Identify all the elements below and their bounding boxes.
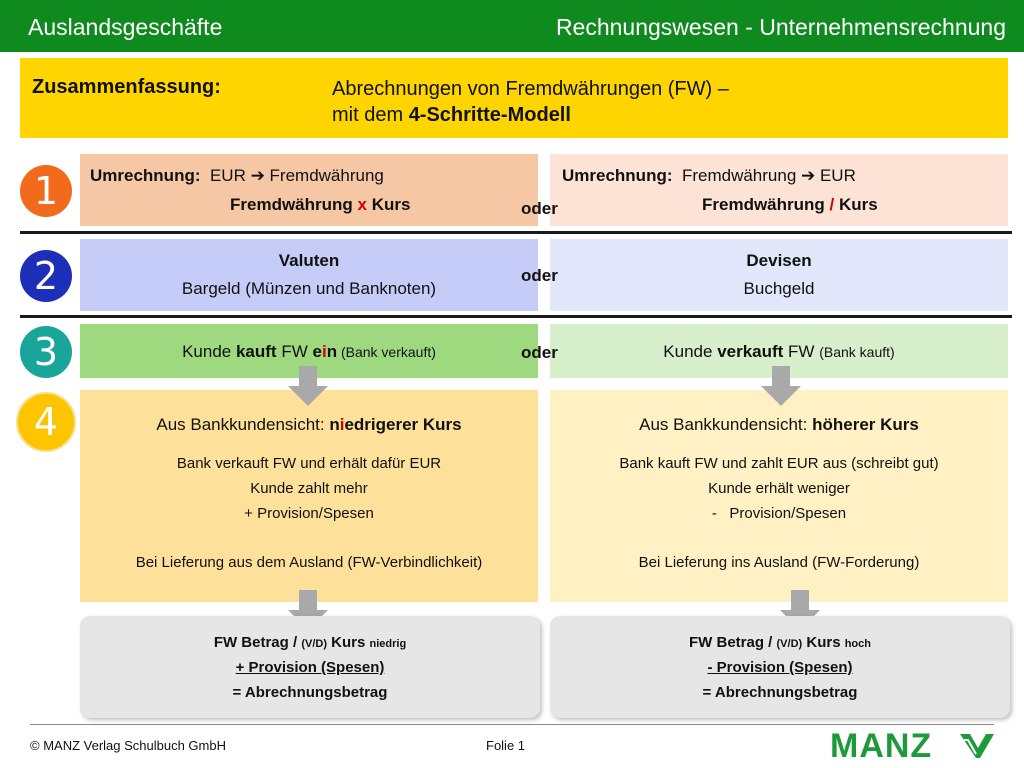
step3-left-f: n <box>326 342 338 361</box>
step3-right-d: (Bank kauft) <box>819 344 895 360</box>
step2-right-box <box>550 239 1008 311</box>
step2-right-title: Devisen <box>746 251 812 270</box>
separator-2 <box>20 315 1012 318</box>
footer-divider <box>30 724 994 725</box>
step4-left-head-b: n <box>329 415 340 434</box>
step4-right-box <box>550 390 1008 602</box>
step3-right-text <box>550 342 1008 362</box>
step4-right-l2: Kunde erhält weniger <box>708 480 850 497</box>
step1-right-label: Umrechnung: <box>562 166 673 185</box>
result-left-l1 <box>80 630 540 655</box>
summary-line2-bold: 4-Schritte-Modell <box>408 104 571 126</box>
step1-right-text: Fremdwährung ➔ EUR <box>681 166 856 185</box>
summary-line1: Abrechnungen von Fremdwährungen (FW) – <box>332 78 729 100</box>
result-right-b: (V/D) <box>776 638 803 650</box>
step3-left-d: e <box>312 342 322 361</box>
result-right-l1 <box>550 630 1010 655</box>
step1-right-op: / <box>829 195 835 214</box>
step1-left-op: x <box>357 195 367 214</box>
step2-left-sub: Bargeld (Münzen und Banknoten) <box>181 279 437 298</box>
summary-line2-pre: mit dem <box>332 104 409 126</box>
step3-left-c: FW <box>276 342 313 361</box>
step4-left-l2: Kunde zahlt mehr <box>250 480 368 497</box>
step2-left-box <box>80 239 538 311</box>
step4-left-l1: Bank verkauft FW und erhält dafür EUR <box>176 455 442 472</box>
result-right-c: Kurs <box>802 634 845 651</box>
step1-left-formula-a: Fremdwährung <box>230 195 358 214</box>
step4-right-head <box>550 415 1008 435</box>
step4-right-head-b: höherer Kurs <box>812 415 919 434</box>
arrow-down-icon <box>288 366 328 406</box>
step1-left-formula-b: Kurs <box>366 195 411 214</box>
header-left-title: Auslandsgeschäfte <box>28 14 223 40</box>
manz-logo <box>830 728 1000 764</box>
separator-1 <box>20 231 1012 234</box>
step4-right-lines <box>550 451 1008 575</box>
footer-copyright: © MANZ Verlag Schulbuch GmbH <box>30 738 226 753</box>
step4-left-head-a: Aus Bankkundensicht: <box>156 415 330 434</box>
step4-left-l4: Bei Lieferung aus dem Ausland (FW-Verbindlichkeit) <box>135 554 483 571</box>
step1-left-box <box>80 154 538 226</box>
step4-right-l4: Bei Lieferung ins Ausland (FW-Forderung) <box>638 554 920 571</box>
step-1-circle: 1 <box>20 165 72 217</box>
result-left-d: niedrig <box>369 638 407 650</box>
step4-left-box <box>80 390 538 602</box>
step1-right-formula-b: Kurs <box>834 195 878 214</box>
step4-left-lines <box>80 451 538 575</box>
step-2-circle: 2 <box>20 250 72 302</box>
result-left-a: FW Betrag / <box>213 634 302 651</box>
summary-text <box>332 76 729 128</box>
summary-banner <box>20 58 1008 138</box>
result-left-l3: = Abrechnungsbetrag <box>232 684 388 701</box>
step1-right-formula <box>702 195 878 215</box>
step3-left-a: Kunde <box>182 342 236 361</box>
step2-left-title: Valuten <box>278 251 340 270</box>
step1-oder: oder <box>521 199 558 218</box>
manz-logo-mark-icon <box>958 730 996 762</box>
header-bar <box>0 0 1024 52</box>
result-right-l3: = Abrechnungsbetrag <box>702 684 858 701</box>
step4-left-head-c: i <box>339 415 345 434</box>
result-left-box <box>80 616 540 718</box>
step1-right-box <box>550 154 1008 226</box>
step1-left-line1 <box>90 166 384 186</box>
step1-right-line1 <box>562 166 856 186</box>
step4-left-head-d: edrigerer Kurs <box>344 415 462 434</box>
step3-left-e: i <box>321 342 327 361</box>
header-right-title: Rechnungswesen - Unternehmensrechnung <box>555 14 1006 40</box>
summary-key: Zusammenfassung: <box>32 76 221 98</box>
manz-logo-text: MANZ <box>830 727 933 765</box>
step3-left-kauft: kauft <box>235 342 277 361</box>
step3-right-verkauft: verkauft <box>717 342 784 361</box>
step4-right-head-a: Aus Bankkundensicht: <box>639 415 813 434</box>
result-left-c: Kurs <box>327 634 370 651</box>
step2-oder: oder <box>521 266 558 285</box>
step1-left-formula <box>230 195 410 215</box>
result-left-l2: + Provision (Spesen) <box>235 659 385 676</box>
step3-left-text <box>80 342 538 362</box>
step4-left-head <box>80 415 538 435</box>
result-right-d: hoch <box>844 638 871 650</box>
result-right-box <box>550 616 1010 718</box>
step2-right-sub: Buchgeld <box>743 279 815 298</box>
step1-left-text: EUR ➔ Fremdwährung <box>209 166 384 185</box>
step4-right-l3: - Provision/Spesen <box>711 505 847 522</box>
step-3-circle: 3 <box>20 326 72 378</box>
result-left-b: (V/D) <box>301 638 327 650</box>
step3-right-a: Kunde <box>663 342 718 361</box>
step3-left-g: (Bank verkauft) <box>337 344 436 360</box>
summary-line2 <box>332 102 729 128</box>
footer-slide-number: Folie 1 <box>486 738 526 753</box>
step3-oder: oder <box>521 343 558 362</box>
step3-right-c: FW <box>783 342 820 361</box>
arrow-down-icon <box>761 366 801 406</box>
step4-right-l1: Bank kauft FW und zahlt EUR aus (schreibt gut) <box>619 455 939 472</box>
step1-right-formula-a: Fremdwährung <box>702 195 830 214</box>
step1-left-label: Umrechnung: <box>90 166 201 185</box>
result-right-l2: - Provision (Spesen) <box>707 659 853 676</box>
step4-left-l3: + Provision/Spesen <box>244 505 374 522</box>
step-4-circle: 4 <box>16 392 76 452</box>
result-right-a: FW Betrag / <box>689 634 777 651</box>
